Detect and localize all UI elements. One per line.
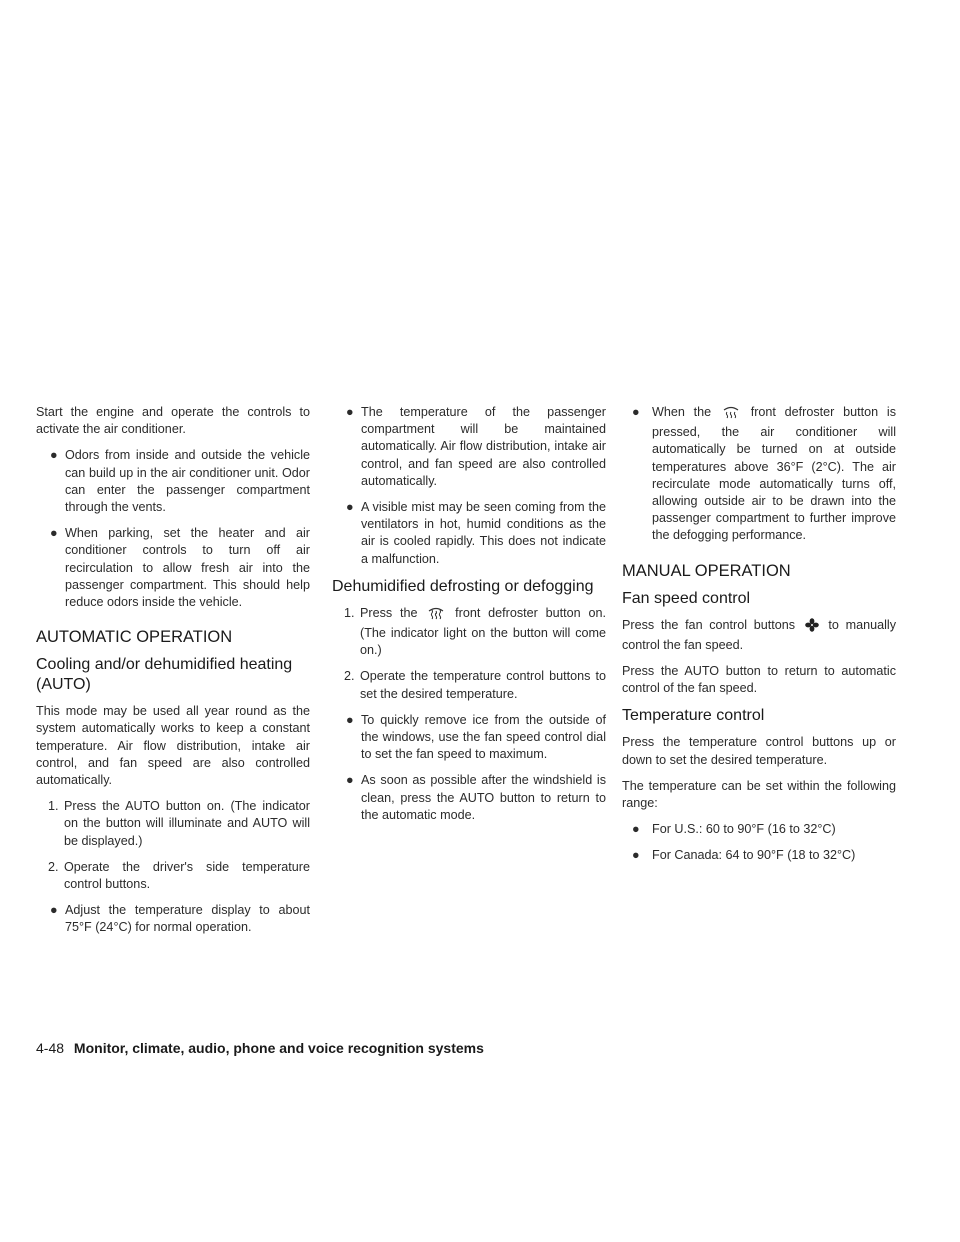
step-text: Operate the temperature control buttons to set the desired temperature. [360, 669, 606, 701]
step-text: Press the AUTO button on. (The indicator on the button will illuminate and AUTO will be displayed.) [64, 799, 310, 848]
step-text-post: front defroster button on. (The indicator light on the button will come on.) [360, 605, 606, 658]
intro-text: Start the engine and operate the controls to activate the air conditioner. [36, 405, 310, 437]
bullet-mark: ● [346, 712, 354, 727]
step-item [332, 605, 606, 660]
fan-text [622, 617, 896, 654]
bullet-mark: ● [50, 448, 58, 463]
bullet-mark: ● [50, 526, 58, 541]
front-defroster-icon [428, 606, 444, 625]
list-item [36, 902, 310, 936]
column-1 [36, 404, 310, 946]
step-item [36, 859, 310, 893]
bullet-mark: ● [632, 848, 640, 863]
list-item [622, 821, 896, 838]
bullet-mark: ● [346, 500, 354, 515]
range-text: The temperature can be set within the following range: [622, 778, 896, 811]
list-item [622, 404, 896, 545]
list-item [36, 525, 310, 611]
step-number: 2. [344, 669, 355, 684]
section-title: Monitor, climate, audio, phone and voice recognition systems [73, 1040, 484, 1056]
list-item [332, 499, 606, 568]
column-2 [332, 404, 606, 833]
list-item [332, 404, 606, 490]
list-item [622, 847, 896, 864]
bullet-text: To quickly remove ice from the outside of the windows, use the fan speed control dial to set the fan speed to maximum. [361, 712, 606, 762]
step-text-pre: Press the [360, 605, 418, 620]
defrost-text-post: front defroster button is pressed, the air conditioner will automatically be turned on at outside temperatures above 36°F (2°C). The air recirculate mode automatically turns off, allowing outside air to be drawn into the passenger compartment to further improve the defogging performance. [652, 405, 896, 543]
bullet-text: For U.S.: 60 to 90°F (16 to 32°C) [652, 822, 836, 837]
step-number: 1. [48, 799, 59, 814]
bullet-mark: ● [50, 903, 58, 918]
bullet-text: The temperature of the passenger compartment will be maintained automatically. Air flow distribution, intake air control, and fan speed are also controlled automatically. [361, 405, 606, 488]
defrost-text-pre: When the [652, 405, 712, 419]
fan-text-pre: Press the fan control buttons [622, 617, 796, 632]
bullet-mark: ● [632, 405, 640, 419]
bullet-text: For Canada: 64 to 90°F (18 to 32°C) [652, 848, 856, 863]
bullet-text: As soon as possible after the windshield is clean, press the AUTO button to return to the automatic mode. [361, 773, 606, 822]
bullet-text: A visible mist may be seen coming from the ventilators in hot, humid conditions as the air is cooled rapidly. This does not indicate a malfunction. [361, 500, 606, 566]
page-number: 4-48 [36, 1040, 65, 1056]
bullet-text: When parking, set the heater and air conditioner controls to turn off air recirculation to allow fresh air into the passenger compartment. This should help reduce odors inside the vehicle. [65, 526, 310, 610]
list-item [332, 712, 606, 764]
bullet-mark: ● [632, 822, 640, 837]
mode-text: This mode may be used all year round as the system automatically works to keep a constant temperature. Air flow distribution, intake air control, and fan speed are also controlled automatically. [36, 704, 310, 788]
step-number: 1. [344, 605, 355, 620]
subheading-cooling: Cooling and/or dehumidified heating (AUTO) [36, 656, 293, 694]
step-text: Operate the driver's side temperature control buttons. [64, 859, 310, 892]
subheading-temperature: Temperature control [622, 707, 765, 725]
heading-automatic-operation: AUTOMATIC OPERATION [36, 628, 233, 647]
subheading-fan-speed: Fan speed control [622, 589, 751, 607]
fan-icon [805, 618, 819, 637]
temp-text: Press the temperature control buttons up or down to set the desired temperature. [622, 735, 896, 767]
fan-auto-text: Press the AUTO button to return to automatic control of the fan speed. [622, 664, 896, 696]
list-item [332, 772, 606, 824]
bullet-text: Odors from inside and outside the vehicle can build up in the air conditioner unit. Odor can enter the passenger compartment through the vents. [65, 448, 310, 515]
bullet-text: Adjust the temperature display to about 75°F (24°C) for normal operation. [65, 903, 310, 935]
fan-text-post: to manually control the fan speed. [622, 617, 897, 652]
page-footer [36, 1040, 484, 1056]
step-item [332, 668, 606, 702]
subheading-defog: Dehumidified defrosting or defogging [332, 577, 594, 595]
column-3 [622, 404, 896, 874]
step-item [36, 798, 310, 850]
list-item [36, 447, 310, 516]
step-number: 2. [48, 859, 59, 874]
bullet-mark: ● [346, 405, 354, 419]
heading-manual-operation: MANUAL OPERATION [622, 561, 791, 580]
bullet-mark: ● [346, 773, 354, 788]
front-defroster-icon [723, 405, 739, 424]
